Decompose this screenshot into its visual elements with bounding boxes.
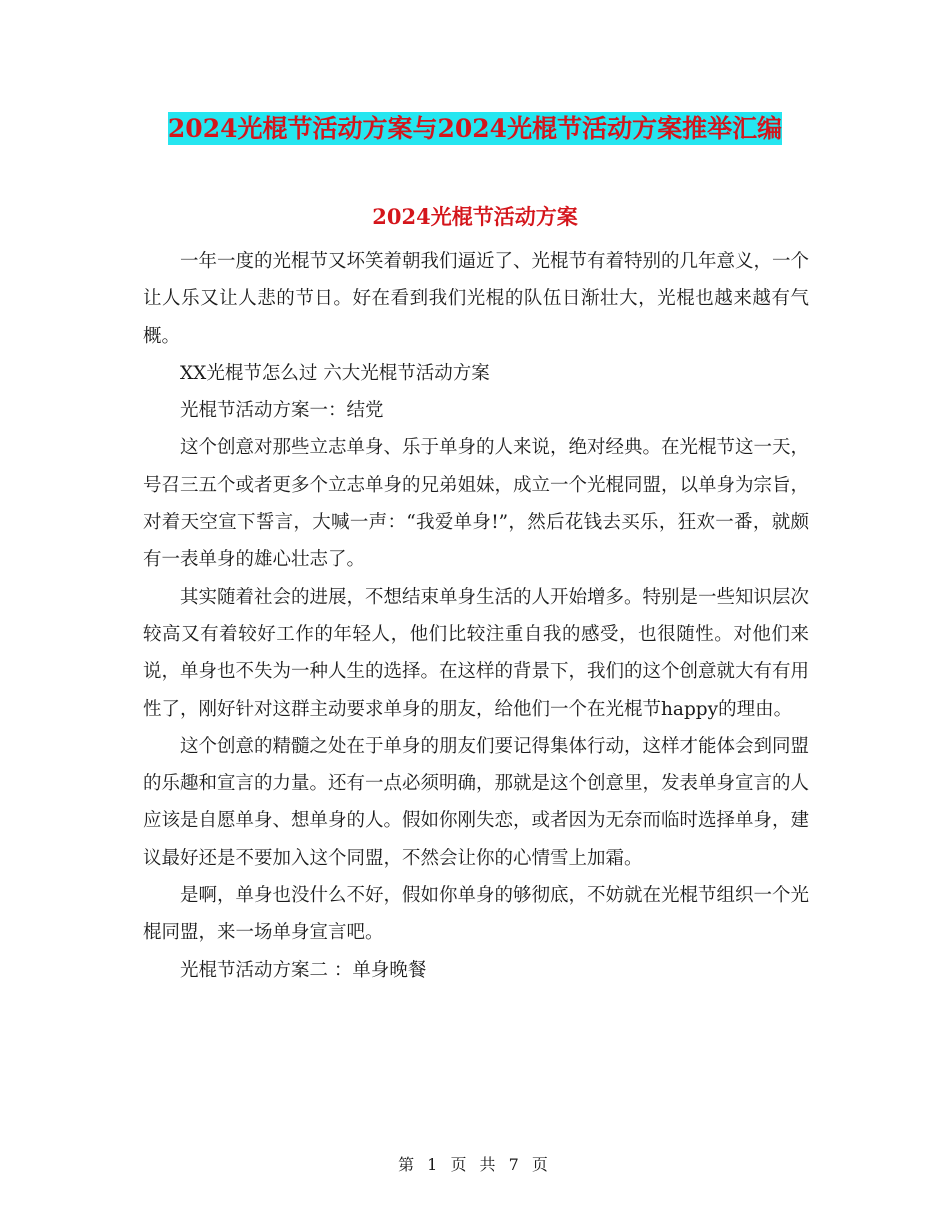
section-title: 2024光棍节活动方案 <box>372 204 578 229</box>
paragraph-background: 其实随着社会的进展，不想结束单身生活的人开始增多。特别是一些知识层次较高又有着较好工作的年轻人，他们比较注重自我的感受，也很随性。对他们来说，单身也不失为一种人生的选择。在这样的背景下，我们的这个创意就大有有用性了，刚好针对这群主动要求单身的朋友，给他们一个在光棍节happy的理由。 <box>143 586 810 720</box>
paragraph-plan-one-body: 这个创意对那些立志单身、乐于单身的人来说，绝对经典。在光棍节这一天，号召三五个或者更多个立志单身的兄弟姐妹，成立一个光棍同盟，以单身为宗旨，对着天空宣下誓言，大喊一声：“我爱单身!”，然后花钱去买乐，狂欢一番，就颇有一表单身的雄心壮志了。 <box>143 437 810 571</box>
paragraph-subheading: XX光棍节怎么过 六大光棍节活动方案 <box>180 362 490 384</box>
paragraph-intro: 一年一度的光棍节又坏笑着朝我们逼近了、光棍节有着特别的几年意义，一个让人乐又让人悲的节日。好在看到我们光棍的队伍日渐壮大，光棍也越来越有气概。 <box>143 251 810 347</box>
paragraph-conclusion: 是啊，单身也没什么不好，假如你单身的够彻底，不妨就在光棍节组织一个光棍同盟，来一场单身宣言吧。 <box>143 885 810 944</box>
document-title <box>0 112 950 146</box>
document-body <box>143 243 809 989</box>
paragraph-essence: 这个创意的精髓之处在于单身的朋友们要记得集体行动，这样才能体会到同盟的乐趣和宣言的力量。还有一点必须明确，那就是这个创意里，发表单身宣言的人应该是自愿单身、想单身的人。假如你刚失恋，或者因为无奈而临时选择单身，建议最好还是不要加入这个同盟，不然会让你的心情雪上加霜。 <box>143 735 810 869</box>
paragraph-plan-two-heading: 光棍节活动方案二 ：单身晚餐 <box>180 959 427 981</box>
paragraph-plan-one-heading: 光棍节活动方案一：结党 <box>180 400 384 422</box>
document-title-text: 2024光棍节活动方案与2024光棍节活动方案推举汇编 <box>167 114 783 143</box>
page-number: 第 1 页 共 7 页 <box>398 1155 552 1174</box>
